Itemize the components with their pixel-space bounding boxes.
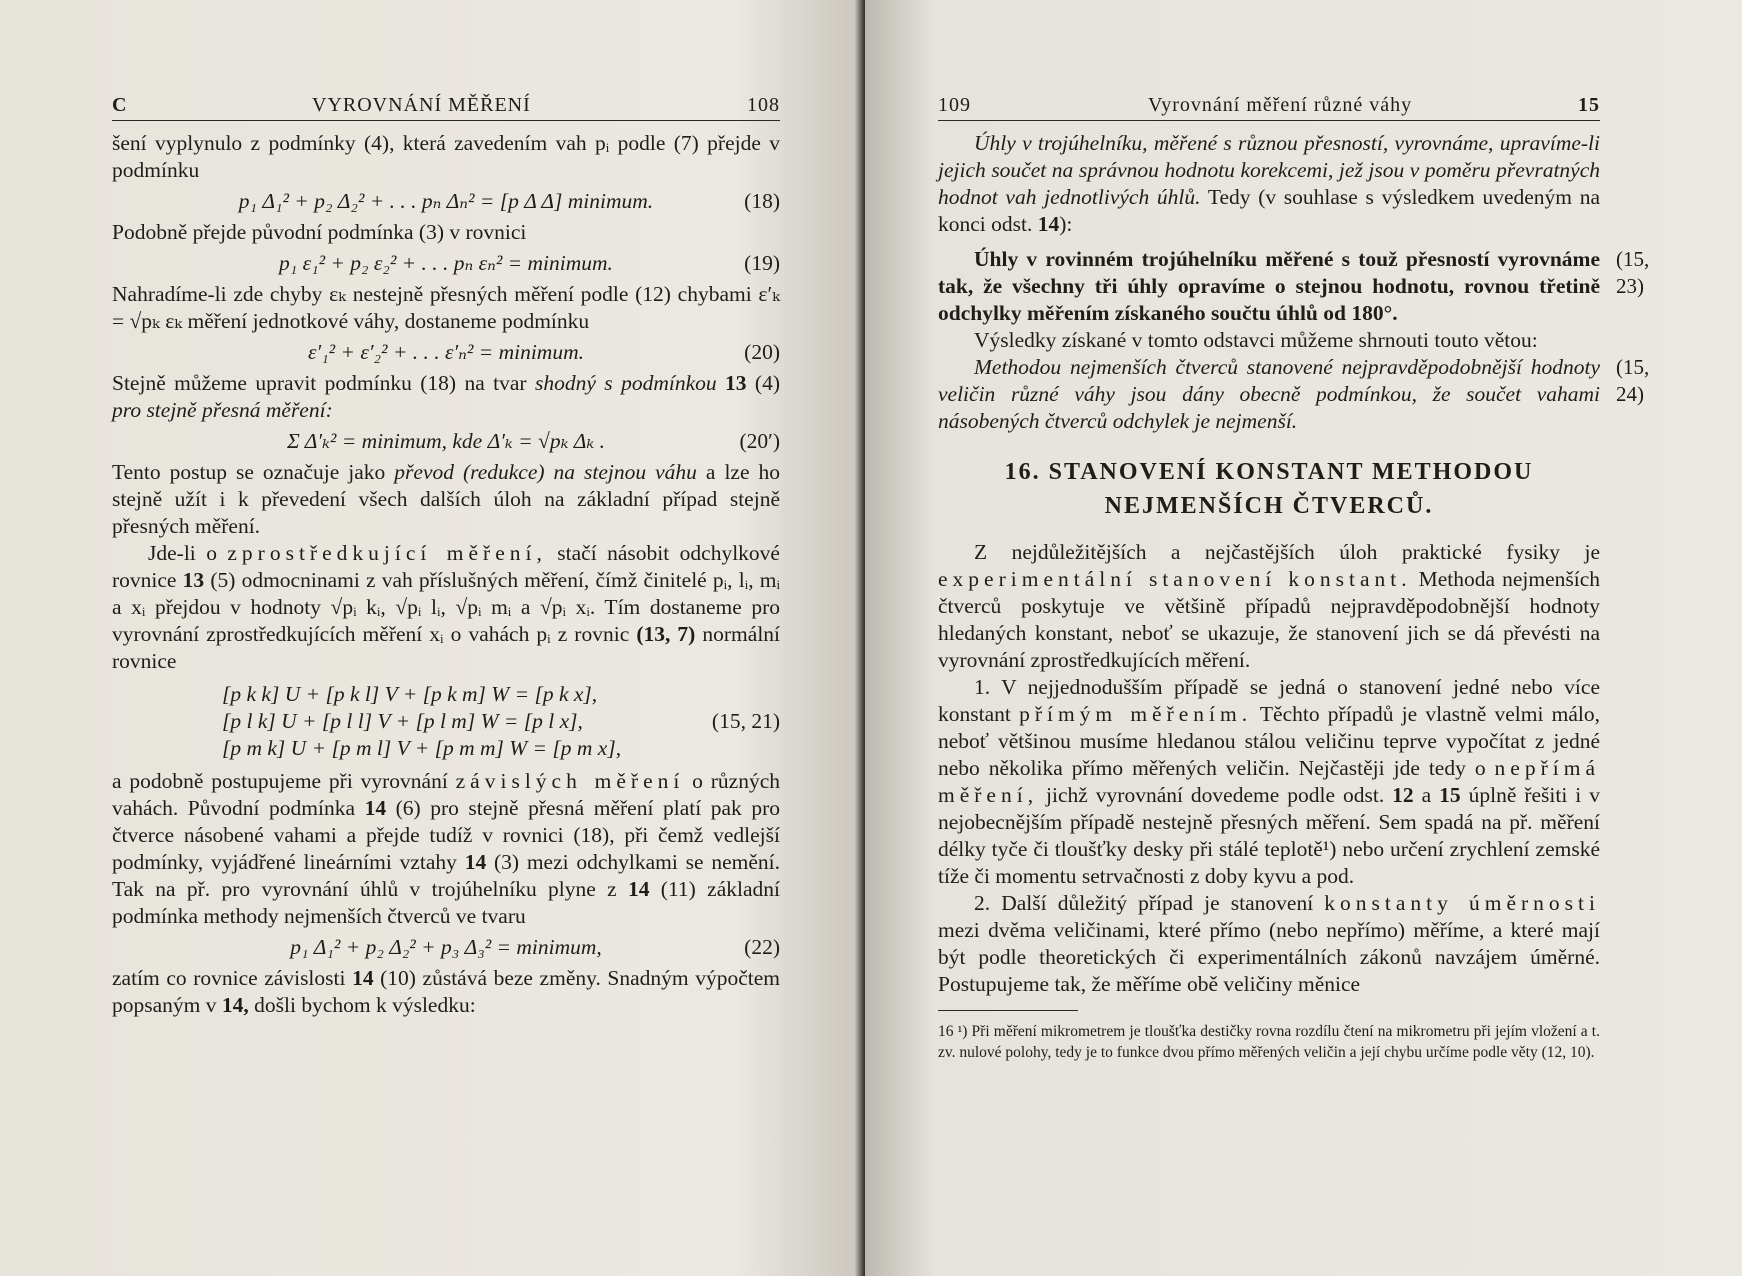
- text-run: normální rovnice: [112, 622, 781, 673]
- left-page: [0, 0, 865, 1276]
- text-run: a: [1413, 783, 1440, 807]
- text-run: zatím co rovnice závislosti: [112, 966, 353, 990]
- equation-20-prime: [112, 428, 780, 455]
- text-run: mezi dvěma veličinami, které přímo (nebo nepřímo) měříme, a které mají být podle theoretických či experimentálních zákonů navzájem úměrné. Postupujeme tak, že měříme obě veličiny měnice: [938, 918, 1600, 996]
- italic-run: shodný s podmínkou: [535, 371, 717, 395]
- paragraph: [112, 459, 780, 540]
- paragraph: [112, 965, 780, 1019]
- italic-run: Úhly v trojúhelníku, měřené s různou přesností, vyrovnáme, upravíme-li jejich součet na správnou hodnotu korekcemi, jež jsou v poměru převratných hodnot vah jednotlivých úhlů.: [938, 131, 1600, 209]
- text-run: a lze ho stejně užít i k převedení všech dalších úloh na základní případ stejně přesných měření.: [112, 460, 780, 538]
- text-run: (3) mezi odchylkami se nemění. Tak na př. pro vyrovnání úhlů v trojúhelníku plyne z: [112, 850, 780, 901]
- equation-22: [112, 934, 780, 961]
- spaced-run: experimentální stanovení konstant.: [938, 567, 1412, 591]
- page-number: 108: [747, 94, 780, 116]
- text-run: (4): [746, 371, 780, 395]
- bold-ref: 14: [464, 850, 487, 874]
- text-run: (10) zůstává beze změny. Snadným výpočtem popsaným v: [112, 966, 780, 1017]
- text-run: stačí násobit odchylkové rovnice: [112, 541, 780, 592]
- equation-line: [p l k] U + [p l l] V + [p l m] W = [p l x],: [222, 709, 583, 733]
- paragraph: Nahradíme-li zde chyby εₖ nestejně přesných měření podle (12) chybami ε′ₖ = √pₖ εₖ měření jednotkové váhy, dostaneme podmínku: [112, 282, 780, 333]
- text-run: úplně řešiti i v nejobecnějším případě nestejně přesných měření. Sem spadá na př. měření délky tyče či tloušťky desky při stálé teplotě¹) nebo určení zrychlení zemské tíže či momentu setrvačnosti z doby kyvu a pod.: [938, 783, 1600, 888]
- equation-18: [112, 188, 780, 215]
- bold-ref: 12: [1392, 783, 1414, 807]
- equation-text: Σ Δ′ₖ² = minimum, kde Δ′ₖ = √pₖ Δₖ .: [286, 429, 606, 453]
- paragraph: [938, 674, 1600, 890]
- text-run: a podobně postupujeme při vyrovnání: [112, 769, 456, 793]
- text-run: 1. V nejjednodušším případě se jedná o stanovení jedné nebo více konstant: [938, 675, 1600, 726]
- paragraph: [938, 539, 1600, 674]
- equation-number: (20′): [739, 429, 780, 453]
- left-running-header: [112, 90, 780, 121]
- theorem-15-23: [938, 246, 1650, 327]
- running-title: VYROVNÁNÍ MĚŘENÍ: [312, 94, 531, 116]
- equation-number: (18): [744, 189, 780, 213]
- equation-text: p₁ Δ₁² + p₂ Δ₂² + p₃ Δ₃² = minimum,: [290, 935, 602, 959]
- equation-number: (22): [744, 935, 780, 959]
- equation-line: [p k k] U + [p k l] V + [p k m] W = [p k x],: [222, 682, 598, 706]
- equation-line: [p m k] U + [p m l] V + [p m m] W = [p m x],: [222, 736, 622, 760]
- paragraph: Podobně přejde původní podmínka (3) v rovnici: [112, 220, 527, 244]
- paragraph: [112, 768, 780, 930]
- bold-ref: 15: [1439, 783, 1461, 807]
- equation-number: (19): [744, 251, 780, 275]
- spaced-run: nepřímá měření,: [938, 756, 1600, 807]
- paragraph: [112, 540, 780, 675]
- spaced-run: zprostředkující měření,: [227, 541, 547, 565]
- section-heading: [938, 455, 1600, 523]
- spaced-run: přímým měřením.: [1019, 702, 1253, 726]
- paragraph: [938, 890, 1600, 998]
- bold-ref: 13: [182, 568, 205, 592]
- bold-ref: 14,: [221, 993, 249, 1017]
- text-run: Z nejdůležitějších a nejčastějších úloh praktické fysiky je: [974, 540, 1600, 564]
- text-run: Tedy (v souhlase s výsledkem uvedeným na konci odst.: [938, 185, 1600, 236]
- text-run: Jde-li o: [148, 541, 228, 565]
- text-run: o různých vahách. Původní podmínka: [112, 769, 780, 820]
- theorem-15-24: [938, 354, 1650, 435]
- text-run: došli bychom k výsledku:: [248, 993, 476, 1017]
- footnote: 16 ¹) Při měření mikrometrem je tloušťka destičky rovna rozdílu čtení na mikrometru při jejím vložení a t. zv. nulové polohy, tedy je to funkce dvou přímo měřených veličin a její chybu určíme podle věty (12, 10).: [938, 1023, 1600, 1061]
- equation-text: ε′₁² + ε′₂² + . . . ε′ₙ² = minimum.: [308, 340, 584, 364]
- text-run: (6) pro stejně přesná měření platí pak pro čtverce násobené vahami a přejde tudíž v rovnici (18), při čemž vedlejší podmínky, vyjádřené lineárními vztahy: [112, 796, 780, 874]
- section-letter: C: [112, 94, 128, 116]
- text-run: (5) odmocninami z vah příslušných měření, čímž činitelé pᵢ, lᵢ, mᵢ a xᵢ přejdou v hodnoty √pᵢ kᵢ, √pᵢ lᵢ, √pᵢ mᵢ a √pᵢ xᵢ. Tím dostaneme pro vyrovnání zprostředkujících měření xᵢ o vahách pᵢ z rovnic: [112, 568, 781, 646]
- equation-19: [112, 250, 780, 277]
- equation-number: (20): [744, 340, 780, 364]
- text-run: (11) základní podmínka methody nejmenších čtverců ve tvaru: [112, 877, 780, 928]
- text-run: jichž vyrovnání dovedeme podle odst.: [1038, 783, 1393, 807]
- right-body: [938, 130, 1650, 1063]
- equation-number: (15, 23): [1616, 247, 1650, 298]
- italic-run: pro stejně přesná měření:: [112, 398, 333, 422]
- theorem-text: Methodou nejmenších čtverců stanovené nejpravděpodobnější hodnoty veličin různé váhy jsou dány obecně podmínkou, že součet vahami násobených čtverců odchylek je nejmenší.: [938, 355, 1600, 433]
- page-number: 109: [938, 94, 971, 116]
- paragraph: [112, 370, 780, 424]
- right-page: [865, 0, 1742, 1276]
- equation-number: (15, 21): [711, 709, 780, 733]
- text-run: 2. Další důležitý případ je stanovení: [974, 891, 1325, 915]
- text-run: Těchto případů je vlastně velmi málo, neboť většinou musíme hledanou stálou veličinu teprve vypočítat z jedné nebo několika přímo měřených veličin. Nejčastěji jde tedy o: [938, 702, 1600, 780]
- equation-text: p₁ Δ₁² + p₂ Δ₂² + . . . pₙ Δₙ² = [p Δ Δ] minimum.: [238, 189, 654, 213]
- equation-number: (15, 24): [1616, 355, 1650, 406]
- section-number: 15: [1578, 94, 1600, 116]
- equation-text: p₁ ε₁² + p₂ ε₂² + . . . pₙ εₙ² = minimum.: [279, 251, 613, 275]
- equation-20: [112, 339, 780, 366]
- text-run: Stejně můžeme upravit podmínku (18) na tvar: [112, 371, 535, 395]
- theorem-text: Úhly v rovinném trojúhelníku měřené s touž přesností vyrovnáme tak, že všechny tři úhly opravíme o stejnou hodnotu, rovnou třetině odchylky měřením získaného součtu úhlů od 180°.: [938, 247, 1600, 325]
- text-run: ):: [1059, 212, 1073, 236]
- bold-ref: 14: [627, 877, 650, 901]
- bold-ref: 14: [1037, 212, 1060, 236]
- paragraph: Výsledky získané v tomto odstavci můžeme shrnouti touto větou:: [974, 328, 1538, 352]
- equation-15-21: [112, 681, 780, 762]
- heading-line: 16. STANOVENÍ KONSTANT METHODOU: [1004, 459, 1534, 485]
- heading-line: NEJMENŠÍCH ČTVERCŮ.: [1104, 493, 1434, 519]
- bold-ref: 14: [352, 966, 374, 990]
- bold-ref: 14: [364, 796, 387, 820]
- right-running-header: [938, 90, 1600, 121]
- paragraph: šení vyplynulo z podmínky (4), která zavedením vah pᵢ podle (7) přejde v podmínku: [112, 131, 780, 182]
- footnote-rule: [938, 1010, 1078, 1011]
- bold-ref: (13, 7): [636, 622, 696, 646]
- running-title: Vyrovnání měření různé váhy: [1148, 94, 1413, 116]
- text-run: Methoda nejmenších čtverců poskytuje ve většině případů nejpravděpodobnější hodnoty hledaných konstant, neboť se ukazuje, že stanovení jich se dá převésti na vyrovnání zprostředkujících měření.: [938, 567, 1601, 672]
- text-run: Tento postup se označuje jako: [112, 460, 395, 484]
- bold-ref: 13: [725, 371, 747, 395]
- left-body: [112, 130, 780, 1019]
- spaced-run: závislých měření: [455, 769, 685, 793]
- italic-run: převod (redukce) na stejnou váhu: [394, 460, 697, 484]
- paragraph: [938, 130, 1600, 238]
- spaced-run: konstanty úměrnosti: [1324, 891, 1600, 915]
